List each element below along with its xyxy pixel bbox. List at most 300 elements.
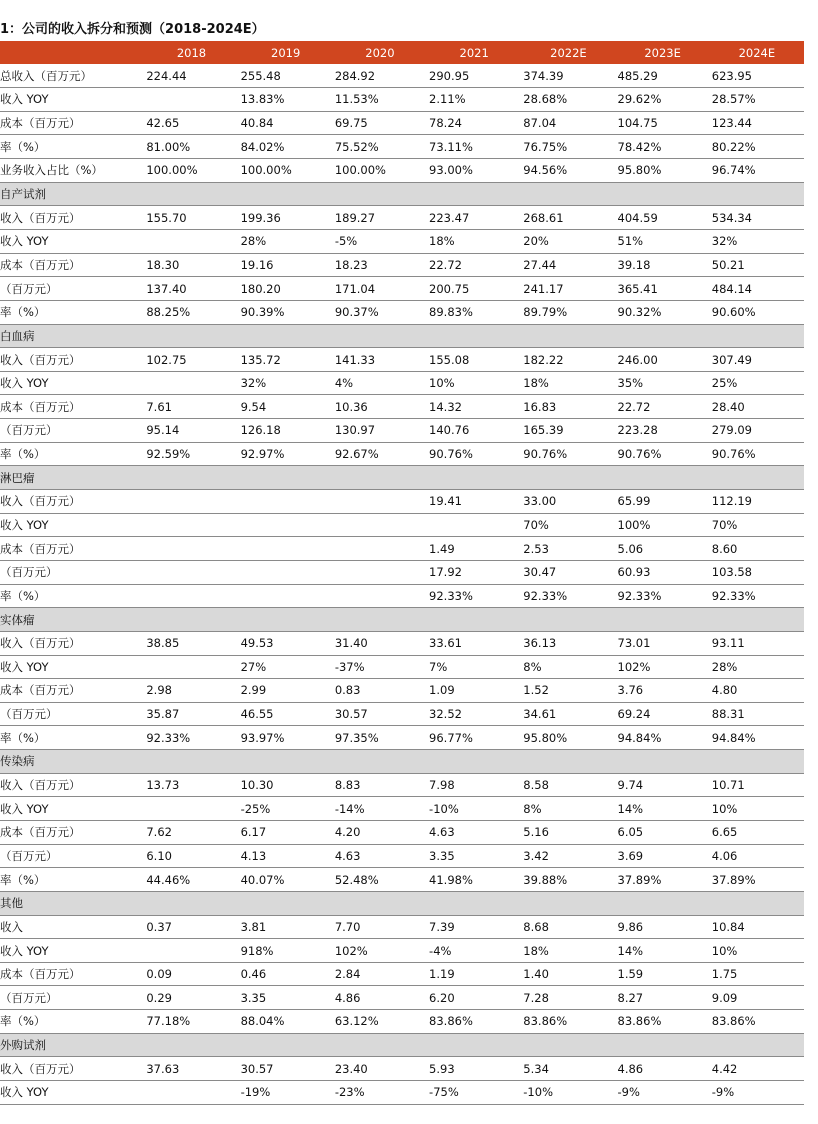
table-cell: 4.63 [429,825,455,840]
table-cell: 19.41 [429,494,462,509]
table-row [0,537,804,561]
section-label: 白血病 [0,328,35,343]
table-cell: 89.79% [523,305,568,320]
row-label: 收入 YOY [0,376,49,391]
table-cell: 100.00% [240,163,292,178]
table-cell: 1.40 [523,967,549,982]
table-cell: -5% [334,234,358,249]
table-cell: 171.04 [334,281,376,296]
table-cell: 18.23 [334,257,368,272]
table-cell: 10% [711,943,738,958]
row-label: 率（%） [0,588,46,603]
table-cell: 73.01 [617,636,651,651]
table-cell: 141.33 [334,352,376,367]
table-cell: 31.40 [334,636,368,651]
table-cell: 40.07% [240,872,285,887]
table-cell: 28.40 [711,399,745,414]
table-cell: 4.20 [334,825,361,840]
table-cell: -10% [523,1085,553,1100]
row-label: 成本（百万元） [0,399,81,414]
table-row [0,631,804,655]
table-cell: 90.60% [711,305,756,320]
table-cell: 8.27 [617,990,644,1005]
table-cell: 7.62 [146,825,172,840]
table-cell: 7.61 [146,399,172,414]
table-cell: 918% [240,943,274,958]
table-cell: 123.44 [711,116,752,131]
table-cell: 94.56% [523,163,568,178]
table-row [0,655,804,679]
table-cell: 102.75 [146,352,187,367]
table-cell [144,560,238,584]
table-cell: 7.98 [429,778,455,793]
table-cell: 90.76% [617,447,662,462]
table-cell: 93.00% [429,163,473,178]
table-row [0,88,804,112]
row-label: 收入 YOY [0,234,49,249]
table-cell [333,584,427,608]
row-label: 成本（百万元） [0,116,81,131]
section-header-row [0,182,804,206]
table-cell: 33.00 [523,494,557,509]
table-cell: 137.40 [146,281,187,296]
table-cell: 70% [523,517,549,532]
table-row [0,679,804,703]
table-cell: 30.57 [334,707,368,722]
table-cell: 155.70 [146,210,187,225]
table-cell: 30.57 [240,1061,274,1076]
table-cell: 32.52 [429,707,462,722]
table-cell: 7.70 [334,919,361,934]
table-cell: 9.86 [617,919,644,934]
table-cell: 4.80 [711,683,738,698]
row-label: 收入（百万元） [0,352,81,367]
row-label: （百万元） [0,565,58,580]
table-cell: 37.63 [146,1061,180,1076]
table-cell: 78.24 [429,116,462,131]
table-cell [144,939,238,963]
table-cell: 0.83 [334,683,361,698]
table-cell: 46.55 [240,707,274,722]
table-row [0,395,804,419]
table-cell: 8% [523,659,542,674]
table-cell: 28.57% [711,92,756,107]
table-row [0,135,804,159]
table-cell: 83.86% [617,1014,662,1029]
table-cell: 90.32% [617,305,662,320]
table-cell: 73.11% [429,139,473,154]
table-cell: 268.61 [523,210,564,225]
table-cell: 4.86 [617,1061,644,1076]
table-cell: 3.42 [523,848,549,863]
table-cell: 80.22% [711,139,756,154]
table-cell: 96.77% [429,730,473,745]
table-cell: 246.00 [617,352,658,367]
table-cell: 52.48% [334,872,379,887]
table-cell: 0.37 [146,919,172,934]
table-cell: 9.54 [240,399,267,414]
table-cell: 10.36 [334,399,368,414]
row-label: 业务收入占比（%） [0,163,103,178]
row-label: 率（%） [0,305,46,320]
table-cell: 84.02% [240,139,285,154]
table-cell: 6.65 [711,825,738,840]
table-cell: 102% [334,943,368,958]
table-cell: 3.35 [240,990,267,1005]
section-label: 淋巴瘤 [0,470,35,485]
table-cell: 78.42% [617,139,662,154]
table-cell: 77.18% [146,1014,191,1029]
table-cell: 100.00% [146,163,198,178]
table-cell: 112.19 [711,494,752,509]
row-label: 收入 YOY [0,801,49,816]
table-cell: 30.47 [523,565,557,580]
table-cell [144,513,238,537]
table-cell: 89.83% [429,305,473,320]
table-cell: 39.18 [617,257,651,272]
table-cell: 76.75% [523,139,568,154]
table-cell: -14% [334,801,365,816]
table-cell: 0.29 [146,990,172,1005]
section-label: 外购试剂 [0,1038,46,1053]
table-row [0,1010,804,1034]
table-cell: 87.04 [523,116,557,131]
table-cell: 18% [523,376,549,391]
table-cell: 92.33% [523,588,568,603]
table-row [0,584,804,608]
table-cell: 22.72 [617,399,651,414]
table-cell: 41.98% [429,872,473,887]
table-cell [333,490,427,514]
table-cell: 1.19 [429,967,455,982]
section-header-row [0,466,804,490]
table-cell: 7.28 [523,990,549,1005]
table-row [0,348,804,372]
row-label: 收入 YOY [0,659,49,674]
table-cell: -19% [240,1085,271,1100]
table-cell: 365.41 [617,281,658,296]
table-row [0,442,804,466]
section-label: 传染病 [0,754,35,769]
table-cell: 100.00% [334,163,386,178]
row-label: 收入（百万元） [0,494,81,509]
table-cell: 90.37% [334,305,379,320]
table-cell: 180.20 [240,281,281,296]
table-cell: 83.86% [523,1014,568,1029]
table-cell: 484.14 [711,281,752,296]
row-label: （百万元） [0,423,58,438]
table-body [0,64,804,1104]
table-cell: 5.16 [523,825,549,840]
table-cell: 200.75 [429,281,470,296]
table-cell: 90.39% [240,305,285,320]
table-cell: 6.05 [617,825,644,840]
header-year: 2018 [176,45,207,60]
table-cell: 290.95 [429,68,470,83]
table-cell: 2.11% [429,92,466,107]
table-row [0,844,804,868]
table-cell [239,584,333,608]
header-row [0,41,804,64]
table-cell: -10% [429,801,459,816]
table-title: 1：公司的收入拆分和预测（2018-2024E） [0,22,265,37]
table-cell: 6.10 [146,848,172,863]
table-cell: 1.59 [617,967,644,982]
table-row [0,277,804,301]
table-cell: 18.30 [146,257,180,272]
table-cell: 22.72 [429,257,462,272]
section-label: 实体瘤 [0,612,35,627]
table-cell: 28% [240,234,267,249]
table-row [0,868,804,892]
row-label: 成本（百万元） [0,825,81,840]
table-cell: 241.17 [523,281,564,296]
table-cell: 69.75 [334,116,368,131]
table-cell: 92.33% [617,588,662,603]
table-cell: 8.68 [523,919,549,934]
table-cell: 88.04% [240,1014,285,1029]
table-cell: 60.93 [617,565,651,580]
table-cell [144,371,238,395]
table-cell: 4% [334,376,354,391]
header-year: 2019 [271,45,301,60]
table-cell: 28% [711,659,738,674]
table-cell: 88.31 [711,707,745,722]
table-row [0,371,804,395]
table-row [0,915,804,939]
table-cell: 44.46% [146,872,191,887]
table-cell: 32% [240,376,267,391]
table-cell: 404.59 [617,210,658,225]
table-cell: 8% [523,801,542,816]
table-cell: 92.33% [146,730,191,745]
table-cell: 100% [617,517,651,532]
table-cell: 94.84% [617,730,662,745]
table-cell: 155.08 [429,352,470,367]
table-cell: 374.39 [523,68,564,83]
table-row [0,939,804,963]
row-label: 收入（百万元） [0,1061,81,1076]
table-cell: 6.20 [429,990,455,1005]
table-row [0,1057,804,1081]
table-cell: 51% [617,234,644,249]
table-cell: 223.28 [617,423,658,438]
table-cell: 199.36 [240,210,281,225]
header-year: 2022E [550,45,587,60]
table-cell: 95.80% [617,163,662,178]
table-cell: 6.17 [240,825,267,840]
table-cell: 19.16 [240,257,274,272]
table-cell [239,537,333,561]
table-cell: 10% [429,376,455,391]
table-cell: 92.33% [429,588,473,603]
row-label: 成本（百万元） [0,257,81,272]
table-cell: 102% [617,659,651,674]
table-cell: 5.06 [617,541,644,556]
table-cell [144,490,238,514]
row-label: （百万元） [0,707,58,722]
table-cell: 20% [523,234,549,249]
table-cell: 92.59% [146,447,191,462]
table-cell: 485.29 [617,68,658,83]
table-row [0,229,804,253]
section-header-row [0,324,804,348]
table-cell: 255.48 [240,68,281,83]
table-cell: 1.09 [429,683,455,698]
table-cell: 25% [711,376,738,391]
table-row [0,206,804,230]
table-cell [144,584,238,608]
table-cell: 1.75 [711,967,738,982]
table-cell: 1.49 [429,541,455,556]
table-row [0,726,804,750]
table-cell: 223.47 [429,210,470,225]
table-row [0,821,804,845]
table-cell: 92.33% [711,588,756,603]
row-label: 率（%） [0,139,46,154]
table-cell: 35% [617,376,644,391]
row-label: 成本（百万元） [0,683,81,698]
table-cell: 65.99 [617,494,651,509]
table-cell: 189.27 [334,210,376,225]
table-cell: 2.99 [240,683,267,698]
row-label: 收入 YOY [0,1085,49,1100]
row-label: 收入 YOY [0,92,49,107]
table-cell: 1.52 [523,683,549,698]
row-label: （百万元） [0,990,58,1005]
section-header-row [0,750,804,774]
row-label: 收入 YOY [0,517,49,532]
table-cell [427,513,521,537]
table-cell: 9.09 [711,990,738,1005]
table-cell: 14.32 [429,399,462,414]
table-cell: 104.75 [617,116,658,131]
table-cell: 13.83% [240,92,285,107]
table-cell: 93.97% [240,730,285,745]
table-cell: 9.74 [617,778,644,793]
table-row [0,159,804,183]
table-cell: 4.63 [334,848,361,863]
table-cell [239,513,333,537]
section-label: 自产试剂 [0,187,46,202]
table-cell [239,490,333,514]
table-cell: 130.97 [334,423,376,438]
table-cell: 4.42 [711,1061,738,1076]
table-cell: 29.62% [617,92,662,107]
table-cell [144,655,238,679]
table-cell: 5.93 [429,1061,455,1076]
table-cell: 307.49 [711,352,752,367]
table-cell: 279.09 [711,423,752,438]
table-cell: 92.67% [334,447,379,462]
table-cell: 135.72 [240,352,281,367]
table-cell: 140.76 [429,423,470,438]
table-cell [333,513,427,537]
table-cell: 37.89% [617,872,662,887]
table-cell: 27.44 [523,257,557,272]
table-cell: 3.69 [617,848,644,863]
table-cell: 38.85 [146,636,180,651]
table-cell: -25% [240,801,271,816]
table-cell: 126.18 [240,423,281,438]
row-label: 率（%） [0,447,46,462]
table-row [0,560,804,584]
table-cell: 10.71 [711,778,745,793]
table-cell: 534.34 [711,210,752,225]
row-label: 率（%） [0,1014,46,1029]
row-label: 收入（百万元） [0,210,81,225]
table-cell: 16.83 [523,399,557,414]
section-header-row [0,891,804,915]
table-cell: 13.73 [146,778,180,793]
table-cell [333,537,427,561]
table-cell: 18% [429,234,455,249]
table-row [0,253,804,277]
table-row [0,773,804,797]
table-cell: 3.76 [617,683,644,698]
table-row [0,419,804,443]
table-cell: 92.97% [240,447,285,462]
table-cell: 90.76% [523,447,568,462]
table-cell: 224.44 [146,68,187,83]
table-cell: 35.87 [146,707,180,722]
table-cell: 0.09 [146,967,172,982]
table-cell: 8.58 [523,778,549,793]
table-cell: 165.39 [523,423,564,438]
table-cell: 2.98 [146,683,172,698]
table-cell: 284.92 [334,68,376,83]
table-cell: 103.58 [711,565,752,580]
table-cell [144,537,238,561]
table-cell: -37% [334,659,365,674]
table-row [0,797,804,821]
table-cell: 93.11 [711,636,745,651]
row-label: 成本（百万元） [0,541,81,556]
header-year: 2021 [459,45,489,60]
table-cell: 88.25% [146,305,191,320]
table-cell: -4% [429,943,452,958]
table-cell: 8.83 [334,778,361,793]
table-row [0,490,804,514]
row-label: 收入（百万元） [0,778,81,793]
table-cell: 17.92 [429,565,462,580]
revenue-breakdown-table [0,41,804,1105]
table-cell: 7% [429,659,448,674]
table-cell [239,560,333,584]
table-cell: 14% [617,943,644,958]
table-cell: -23% [334,1085,365,1100]
table-cell: -9% [711,1085,735,1100]
row-label: 率（%） [0,730,46,745]
table-cell: 8.60 [711,541,738,556]
table-cell: 14% [617,801,644,816]
table-cell: 97.35% [334,730,379,745]
table-cell: 37.89% [711,872,756,887]
table-cell: 83.86% [429,1014,473,1029]
table-row [0,300,804,324]
table-cell: 95.80% [523,730,568,745]
table-cell: 11.53% [334,92,379,107]
table-cell [144,797,238,821]
table-cell: 4.86 [334,990,361,1005]
table-cell: 90.76% [711,447,756,462]
row-label: （百万元） [0,848,58,863]
table-cell: 23.40 [334,1061,368,1076]
header-year: 2020 [365,45,395,60]
table-cell: 95.14 [146,423,180,438]
table-cell: 63.12% [334,1014,379,1029]
table-cell [144,88,238,112]
